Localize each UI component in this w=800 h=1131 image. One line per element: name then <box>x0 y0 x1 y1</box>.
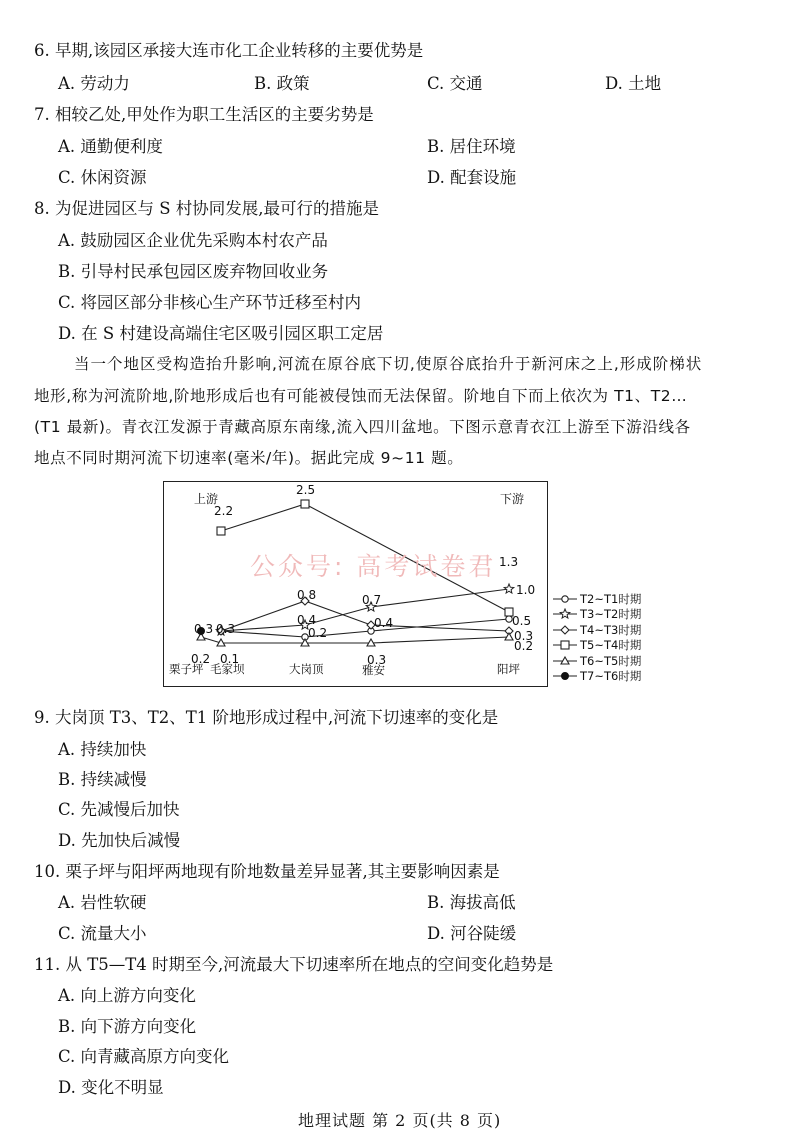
q9-option-d[interactable]: D. 先加快后减慢 <box>58 831 181 850</box>
downstream-label: 下游 <box>500 492 525 506</box>
data-label-11: 0.2 <box>308 626 328 640</box>
data-label-10: 0.3 <box>194 622 214 636</box>
q9-option-b[interactable]: B. 持续减慢 <box>58 770 147 789</box>
legend-label-3: T4~T3时期 <box>580 622 642 637</box>
q7-option-a[interactable]: A. 通勤便利度 <box>58 137 163 156</box>
data-label-8: 0.4 <box>374 616 394 630</box>
series-4-point-2 <box>301 500 309 508</box>
q6-option-c[interactable]: C. 交通 <box>427 74 483 93</box>
incision-rate-chart <box>164 482 546 685</box>
q7-option-b[interactable]: B. 居住环境 <box>427 137 516 156</box>
passage-line-1: 当一个地区受构造抬升影响,河流在原谷底下切,使原谷底抬升于新河床之上,形成阶梯状 <box>74 355 703 373</box>
question-9-stem: 9. 大岗顶 T3、T2、T1 阶地形成过程中,河流下切速率的变化是 <box>34 708 499 727</box>
passage-line-2: 地形,称为河流阶地,阶地形成后也有可能被侵蚀而无法保留。阶地自下而上依次为 T1、T2… <box>34 387 688 405</box>
q9-option-a[interactable]: A. 持续加快 <box>58 740 147 759</box>
q11-option-b[interactable]: B. 向下游方向变化 <box>58 1017 197 1036</box>
page-footer: 地理试题 第 2 页(共 8 页) <box>298 1111 502 1130</box>
q10-option-a[interactable]: A. 岩性软硬 <box>58 893 147 912</box>
passage-line-3: (T1 最新)。青衣江发源于青藏高原东南缘,流入四川盆地。下图示意青衣江上游至下游沿线各 <box>34 418 691 436</box>
passage-line-4: 地点不同时期河流下切速率(毫米/年)。据此完成 9~11 题。 <box>34 449 464 467</box>
question-8-stem: 8. 为促进园区与 S 村协同发展,最可行的措施是 <box>34 199 380 218</box>
q6-option-b[interactable]: B. 政策 <box>254 74 310 93</box>
legend-label-1: T2~T1时期 <box>580 591 642 606</box>
data-label-17: 0.1 <box>220 652 240 666</box>
q11-option-c[interactable]: C. 向青藏高原方向变化 <box>58 1047 230 1066</box>
legend-item-4 <box>552 638 641 654</box>
legend-marker-5 <box>552 655 578 667</box>
legend-item-5 <box>552 653 641 669</box>
q6-option-d[interactable]: D. 土地 <box>605 74 662 93</box>
question-6-stem: 6. 早期,该园区承接大连市化工企业转移的主要优势是 <box>34 41 424 60</box>
data-label-4: 1.0 <box>516 583 536 597</box>
q11-option-d[interactable]: D. 变化不明显 <box>58 1078 164 1097</box>
legend-marker-4 <box>552 639 578 651</box>
q10-option-c[interactable]: C. 流量大小 <box>58 924 147 943</box>
chart-legend <box>552 591 641 684</box>
legend-symbol-4 <box>561 641 569 649</box>
q8-option-c[interactable]: C. 将园区部分非核心生产环节迁移至村内 <box>58 293 362 312</box>
legend-symbol-6 <box>562 673 569 680</box>
series-5-point-5 <box>505 633 513 640</box>
legend-marker-3 <box>552 624 578 636</box>
data-label-12: 0.3 <box>216 622 236 636</box>
legend-symbol-3 <box>561 626 569 634</box>
data-label-2: 2.5 <box>296 483 316 497</box>
series-2-point-4 <box>504 584 514 593</box>
q7-option-d[interactable]: D. 配套设施 <box>427 168 517 187</box>
q8-option-a[interactable]: A. 鼓励园区企业优先采购本村农产品 <box>58 231 328 250</box>
q11-option-a[interactable]: A. 向上游方向变化 <box>58 986 196 1005</box>
watermark: 公众号: 高考试卷君 <box>250 552 497 581</box>
legend-item-1 <box>552 591 641 607</box>
series-4-point-1 <box>217 527 225 535</box>
legend-item-3 <box>552 622 641 638</box>
legend-item-6 <box>552 669 641 685</box>
legend-label-5: T6~T5时期 <box>580 653 642 668</box>
legend-marker-6 <box>552 670 578 682</box>
data-label-15: 0.2 <box>514 639 534 653</box>
question-10-stem: 10. 栗子坪与阳坪两地现有阶地数量差异显著,其主要影响因素是 <box>34 862 500 881</box>
q9-option-c[interactable]: C. 先减慢后加快 <box>58 800 180 819</box>
legend-label-2: T3~T2时期 <box>580 607 642 622</box>
legend-label-6: T7~T6时期 <box>580 669 642 684</box>
data-label-9: 0.3 <box>367 653 387 667</box>
q7-option-c[interactable]: C. 休闲资源 <box>58 168 147 187</box>
question-7-stem: 7. 相较乙处,甲处作为职工生活区的主要劣势是 <box>34 105 374 124</box>
tick-label-5: 阳坪 <box>497 662 520 676</box>
legend-symbol-2 <box>560 609 570 618</box>
data-label-1: 2.2 <box>214 504 234 518</box>
tick-label-3: 大岗顶 <box>289 662 324 676</box>
tick-label-1: 栗子坪 <box>169 662 204 676</box>
q10-option-d[interactable]: D. 河谷陡缓 <box>427 924 517 943</box>
data-label-5: 0.8 <box>297 588 317 602</box>
legend-marker-2 <box>552 608 578 620</box>
tick-label-2: 毛家坝 <box>210 662 245 676</box>
q8-option-d[interactable]: D. 在 S 村建设高端住宅区吸引园区职工定居 <box>58 324 384 343</box>
data-label-14: 0.3 <box>514 629 534 643</box>
legend-symbol-1 <box>562 596 568 602</box>
tick-label-4: 雅安 <box>362 663 385 677</box>
q6-option-a[interactable]: A. 劳动力 <box>58 74 130 93</box>
data-label-13: 0.5 <box>512 614 532 628</box>
data-label-3: 1.3 <box>499 555 519 569</box>
data-label-6: 0.7 <box>362 593 382 607</box>
legend-marker-1 <box>552 593 578 605</box>
upstream-label: 上游 <box>194 492 219 506</box>
chart-frame <box>163 481 548 687</box>
data-label-7: 0.4 <box>297 613 317 627</box>
q8-option-b[interactable]: B. 引导村民承包园区废弃物回收业务 <box>58 262 329 281</box>
data-label-16: 0.2 <box>191 652 211 666</box>
legend-label-4: T5~T4时期 <box>580 638 642 653</box>
series-line-5 <box>201 637 509 643</box>
legend-item-2 <box>552 607 641 623</box>
question-11-stem: 11. 从 T5—T4 时期至今,河流最大下切速率所在地点的空间变化趋势是 <box>34 955 554 974</box>
q10-option-b[interactable]: B. 海拔高低 <box>427 893 516 912</box>
